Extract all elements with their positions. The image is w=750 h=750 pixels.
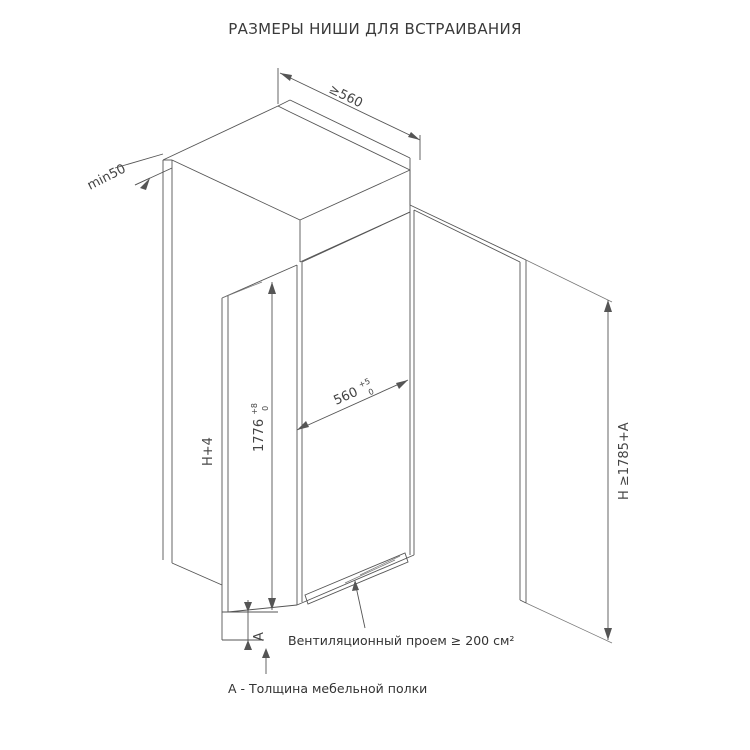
niche-height-label: H+4: [201, 437, 216, 466]
svg-text:560 +5 0: [329, 371, 380, 411]
cabinet-outline: [163, 100, 526, 640]
total-height-dimension: [526, 260, 632, 643]
page-title: РАЗМЕРЫ НИШИ ДЛЯ ВСТРАИВАНИЯ: [228, 20, 522, 38]
total-height-label: H ≥1785+A: [617, 422, 632, 500]
inner-width-label: 560: [331, 384, 361, 409]
svg-text:1776 +8 0: [246, 399, 270, 452]
inner-width-tol-low: 0: [367, 386, 376, 398]
inner-width-tol: +5: [357, 376, 372, 390]
ventilation-note: Вентиляционный проем ≥ 200 см²: [288, 633, 515, 648]
min-gap-dimension: [85, 154, 172, 194]
shelf-thickness-note: A - Толщина мебельной полки: [228, 681, 428, 696]
depth-dimension: [278, 68, 420, 160]
inner-height-label: 1776: [252, 418, 267, 452]
inner-height-dimension: [246, 399, 270, 452]
shelf-mark-label: A: [252, 632, 267, 641]
ventilation-callout: [288, 580, 514, 648]
inner-height-tol-low: 0: [261, 405, 270, 411]
inner-width-dimension: [297, 371, 408, 430]
shelf-thickness-dimension: [244, 600, 270, 674]
inner-height-tol: +8: [250, 402, 259, 415]
depth-label: ≥560: [326, 82, 365, 112]
min-gap-label: min50: [85, 161, 129, 194]
